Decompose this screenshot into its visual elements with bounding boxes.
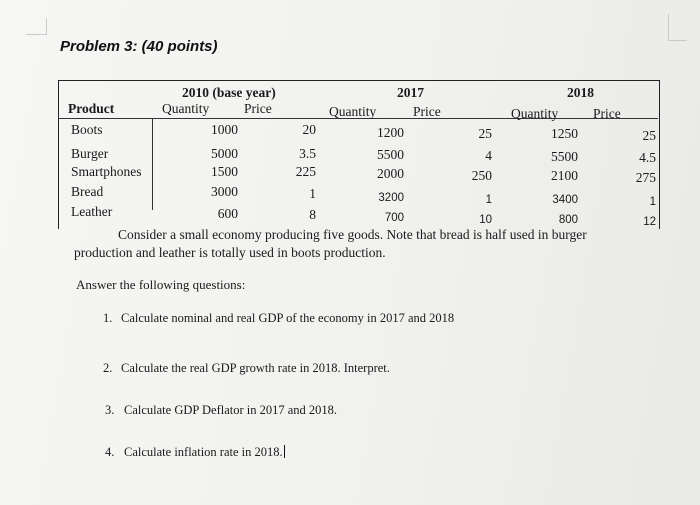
quantity-header-2017: Quantity [329, 104, 377, 119]
quantity-2010: 600 [217, 206, 238, 221]
question-text: Calculate nominal and real GDP of the economy in 2017 and 2018 [121, 311, 455, 325]
price-header-2017: Price [413, 104, 441, 119]
question-number: 1. [103, 311, 113, 325]
product-name: Leather [71, 204, 113, 219]
quantity-2018: 2100 [551, 168, 578, 183]
price-2017: 1 [485, 194, 492, 206]
price-2010: 225 [295, 164, 316, 179]
context-paragraph-line-2: production and leather is totally used in boots production. [74, 245, 386, 260]
price-2018: 12 [643, 216, 656, 228]
corner-crop-mark [668, 14, 687, 41]
quantity-2010: 1000 [211, 122, 238, 137]
price-2017: 25 [478, 126, 492, 141]
product-name: Burger [71, 146, 109, 161]
question-text: Calculate GDP Deflator in 2017 and 2018. [124, 403, 338, 417]
price-2018: 4.5 [639, 150, 656, 165]
price-2017: 4 [485, 148, 492, 163]
quantity-2017: 700 [384, 212, 404, 224]
year-header-2010: 2010 (base year) [182, 85, 276, 100]
question-number: 3. [105, 403, 115, 417]
quantity-2017: 3200 [378, 192, 404, 204]
quantity-2018: 1250 [551, 126, 578, 141]
context-paragraph-line-1: Consider a small economy producing five goods. Note that bread is half used in burger [118, 227, 587, 242]
quantity-2010: 3000 [211, 184, 238, 199]
table-column-divider [152, 118, 153, 210]
quantity-2018: 5500 [551, 149, 578, 164]
quantity-header-2018: Quantity [511, 106, 559, 121]
quantity-2017: 1200 [377, 125, 404, 140]
quantity-2018: 3400 [552, 194, 578, 206]
price-header-2010: Price [244, 101, 272, 116]
price-2018: 275 [635, 170, 656, 185]
quantity-2010: 1500 [211, 164, 238, 179]
price-2017: 250 [471, 168, 492, 183]
text-cursor [284, 445, 285, 458]
question-number: 4. [105, 445, 115, 459]
problem-title: Problem 3: (40 points) [60, 38, 218, 55]
corner-crop-mark [26, 18, 47, 35]
price-2018: 25 [642, 128, 656, 143]
year-header-2018: 2018 [567, 85, 594, 100]
quantity-2017: 5500 [377, 147, 404, 162]
quantity-2018: 800 [558, 214, 578, 226]
price-2010: 3.5 [299, 146, 316, 161]
price-2010: 1 [309, 186, 316, 201]
quantity-header-2010: Quantity [162, 101, 210, 116]
question-text [124, 445, 285, 460]
price-2010: 20 [302, 122, 316, 137]
product-header: Product [68, 101, 115, 116]
price-2018: 1 [649, 196, 656, 208]
quantity-2017: 2000 [377, 166, 404, 181]
price-2010: 8 [309, 207, 316, 222]
year-header-2017: 2017 [397, 85, 424, 100]
question-number: 2. [103, 361, 113, 375]
question-text-content: Calculate inflation rate in 2018. [124, 445, 283, 459]
question-text: Calculate the real GDP growth rate in 2018. Interpret. [121, 361, 390, 375]
quantity-2010: 5000 [211, 146, 238, 161]
answer-intro: Answer the following questions: [76, 277, 246, 292]
price-2017: 10 [479, 214, 492, 226]
product-name: Bread [71, 184, 104, 199]
product-name: Smartphones [71, 164, 142, 179]
price-header-2018: Price [593, 106, 621, 121]
product-name: Boots [71, 122, 103, 137]
